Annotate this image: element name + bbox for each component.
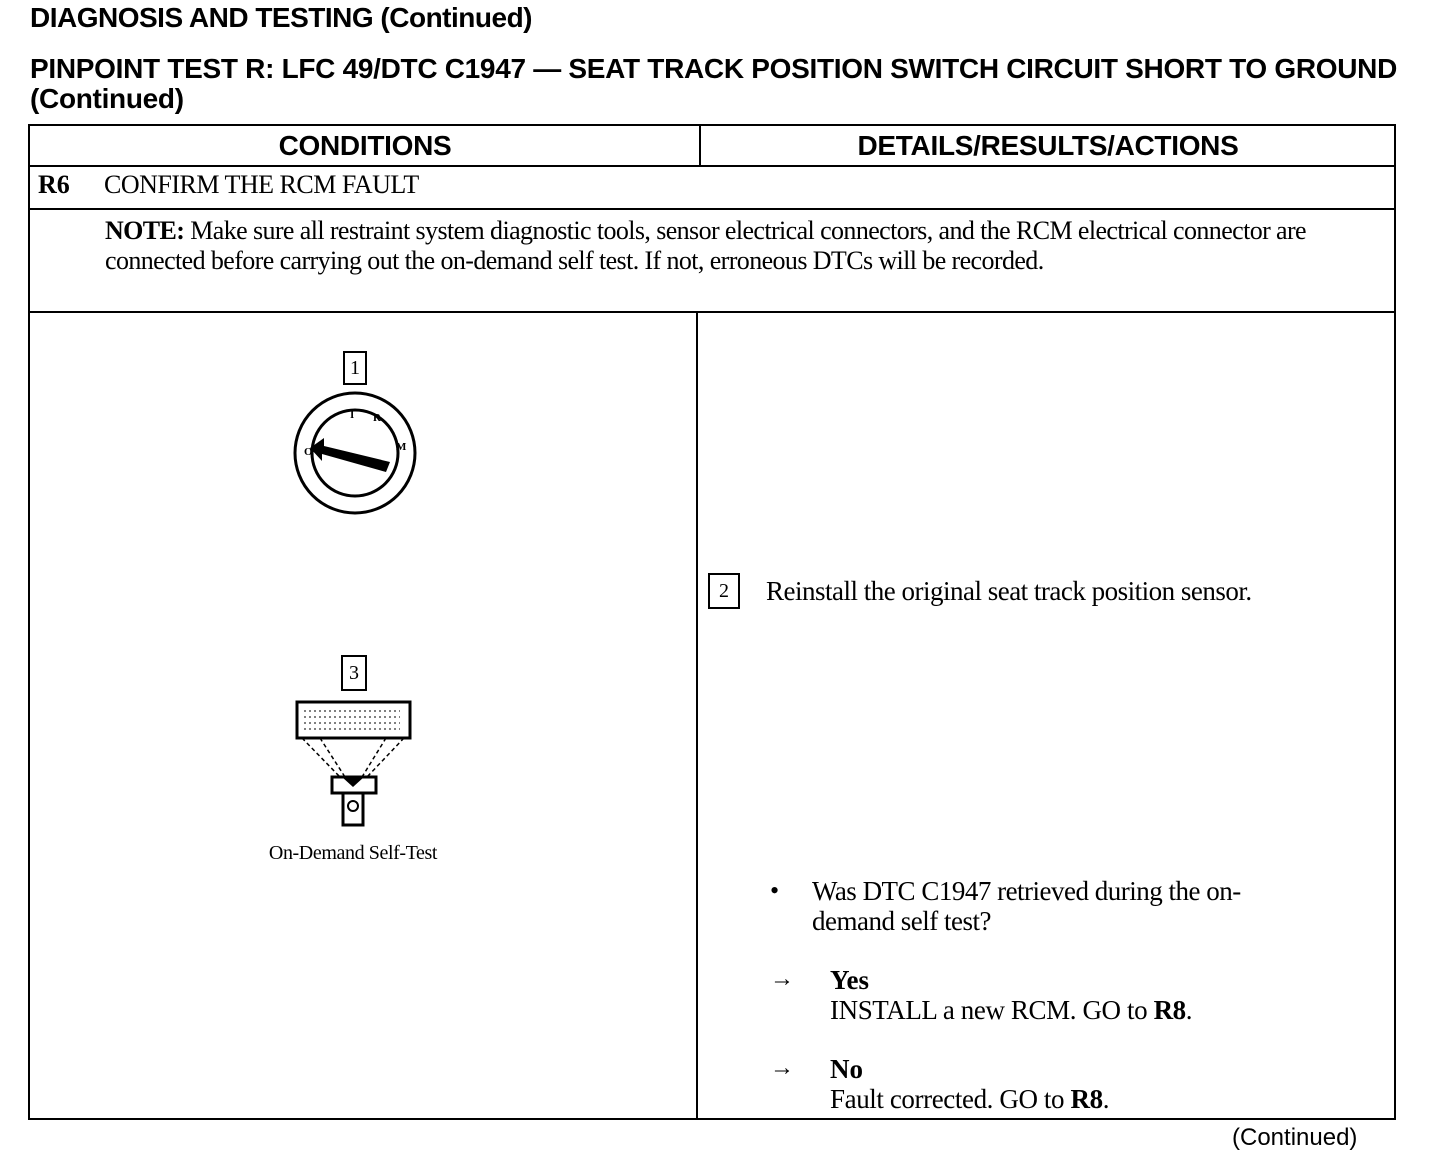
step-id: R6	[38, 170, 70, 199]
step-rule	[28, 208, 1396, 210]
no-action-end: .	[1102, 1084, 1110, 1114]
yes-label: Yes	[830, 965, 869, 995]
no-arrow-icon: →	[770, 1055, 794, 1081]
header-divider	[699, 126, 701, 166]
ignition-switch-icon	[290, 388, 420, 518]
conditions-header: CONDITIONS	[278, 130, 452, 161]
no-action-text: Fault corrected. GO to	[830, 1084, 1071, 1114]
pinpoint-test-title: PINPOINT TEST R: LFC 49/DTC C1947 — SEAT TRACK POSITION SWITCH CIRCUIT SHORT TO GROUND (Continued)	[30, 53, 1398, 114]
note-text: Make sure all restraint system diagnostic tools, sensor electrical connectors, and the RCM electrical connector are connected before carrying out the on-demand self test. If not, erroneous DTCs will be recorded.	[105, 216, 1306, 275]
continued-footer: (Continued)	[1232, 1124, 1358, 1151]
ignition-position-label: R	[373, 412, 381, 424]
ignition-position-label: M	[396, 441, 407, 453]
scan-tool-icon	[290, 695, 416, 830]
body-divider	[696, 313, 698, 1119]
note-label: NOTE:	[105, 216, 185, 245]
bullet: •	[770, 876, 780, 905]
no-label: No	[830, 1054, 863, 1084]
note-rule	[28, 311, 1396, 313]
step-2-instruction: Reinstall the original seat track position sensor.	[766, 576, 1252, 606]
note	[105, 216, 1405, 276]
header-rule	[28, 165, 1396, 167]
ignition-position-label: O	[304, 446, 313, 458]
ignition-position-label: I	[350, 409, 355, 421]
diagnostic-question: Was DTC C1947 retrieved during the on-demand self test?	[812, 876, 1241, 936]
callout-3: 3	[341, 655, 367, 691]
callout-2: 2	[708, 573, 740, 609]
page-header-title: DIAGNOSIS AND TESTING (Continued)	[30, 2, 532, 33]
yes-action	[830, 995, 1192, 1026]
yes-action-end: .	[1185, 995, 1193, 1025]
yes-arrow-icon: →	[770, 966, 794, 992]
no-action	[830, 1084, 1109, 1115]
yes-action-text: INSTALL a new RCM. GO to	[830, 995, 1154, 1025]
no-action-ref: R8	[1070, 1084, 1103, 1114]
illustration-caption: On-Demand Self-Test	[268, 842, 438, 864]
callout-1: 1	[343, 351, 367, 385]
step-title: CONFIRM THE RCM FAULT	[104, 170, 419, 199]
yes-action-ref: R8	[1153, 995, 1186, 1025]
details-header: DETAILS/RESULTS/ACTIONS	[857, 130, 1239, 161]
